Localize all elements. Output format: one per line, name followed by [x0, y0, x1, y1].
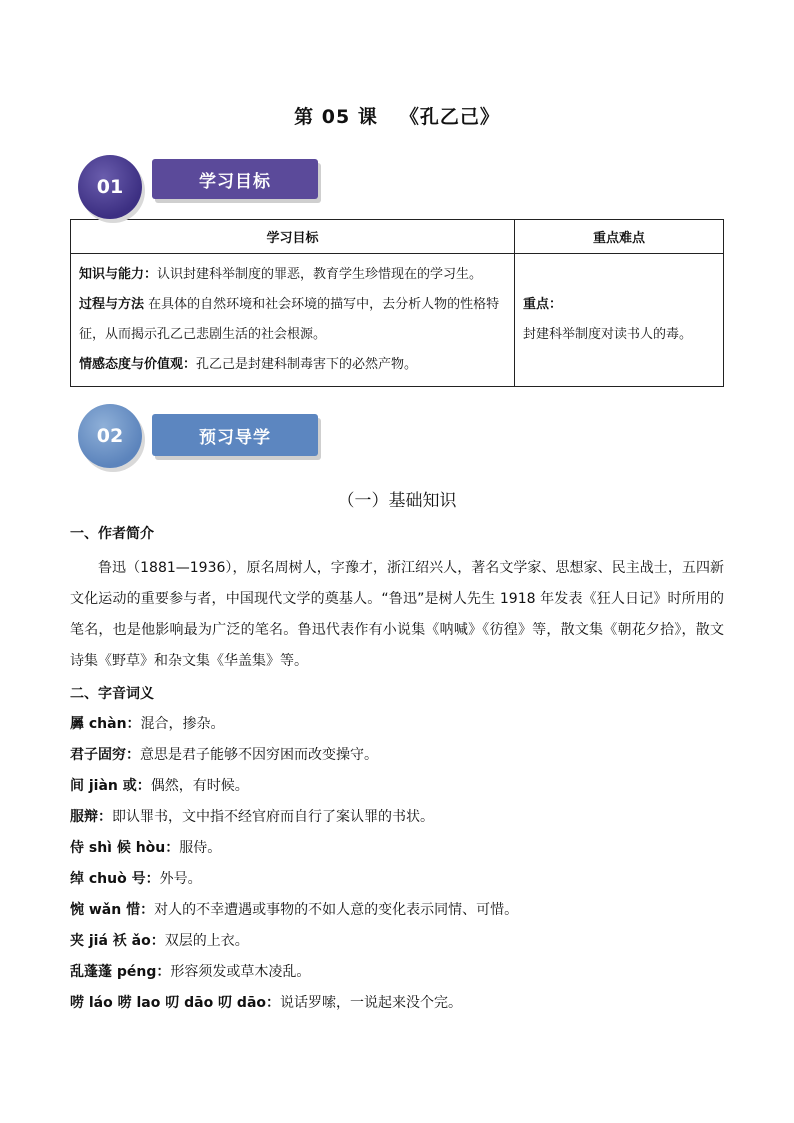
vocab-term: 乱蓬蓬 péng： [70, 964, 171, 980]
vocab-item [70, 988, 724, 1019]
vocab-meaning: 对人的不幸遭遇或事物的不如人意的变化表示同情、可惜。 [154, 902, 519, 918]
vocab-meaning: 混合，掺杂。 [140, 716, 225, 732]
vocab-term: 服辩： [70, 809, 112, 825]
vocab-term: 君子固穷： [70, 747, 140, 763]
header-objectives: 学习目标 [71, 220, 515, 254]
section-badge-goals [78, 155, 338, 225]
vocab-item [70, 957, 724, 988]
key-text: 封建科举制度对读书人的毒。 [523, 327, 693, 342]
vocab-meaning: 意思是君子能够不因穷困而改变操守。 [140, 747, 378, 763]
author-paragraph: 鲁迅（1881—1936），原名周树人，字豫才，浙江绍兴人，著名文学家、思想家、民主战士，五四新文化运动的重要参与者，中国现代文学的奠基人。“鲁迅”是树人先生 1918 年发表《狂人日记》时所用的笔名，也是他影响最为广泛的笔名。鲁迅代表作有小说集《呐喊》《彷徨》等，散文集《朝花夕拾》，散文诗集《野草》和杂文集《华盖集》等。 [70, 560, 724, 669]
vocab-term: 惋 wǎn 惜： [70, 902, 155, 918]
vocab-meaning: 说话罗嗦，一说起来没个完。 [280, 995, 463, 1011]
vocab-item [70, 740, 724, 771]
vocab-term: 羼 chàn： [70, 716, 141, 732]
sub-heading: （一）基础知识 [337, 491, 457, 511]
vocab-item [70, 833, 724, 864]
author-section-title: 一、作者简介 [70, 526, 154, 542]
objective-item: 情感态度与价值观：孔乙己是封建科制毒害下的必然产物。 [79, 357, 418, 372]
objective-item: 过程与方法 在具体的自然环境和社会环境的描写中，去分析人物的性格特征，从而揭示孔乙己悲剧生活的社会根源。 [79, 297, 500, 342]
vocab-item [70, 864, 724, 895]
content-body [70, 519, 724, 1019]
objective-item: 知识与能力：认识封建科举制度的罪恶，教育学生珍惜现在的学习生。 [79, 267, 483, 282]
goals-table-row [71, 254, 724, 387]
section-label-bar: 学习目标 [152, 159, 318, 199]
vocab-term: 唠 láo 唠 lao 叨 dāo 叨 dāo： [70, 995, 281, 1011]
vocab-term: 绰 chuò 号： [70, 871, 160, 887]
vocab-item [70, 926, 724, 957]
section-badge-preview [78, 404, 338, 474]
key-points-cell [515, 254, 724, 387]
vocab-section-title: 二、字音词义 [70, 686, 154, 702]
vocab-item [70, 802, 724, 833]
page-title [0, 102, 794, 129]
lesson-number: 第 05 课 [294, 106, 378, 128]
vocab-meaning: 即认罪书，文中指不经官府而自行了案认罪的书状。 [112, 809, 434, 825]
section-label-bar: 预习导学 [152, 414, 318, 456]
vocab-item [70, 771, 724, 802]
section-number-circle: 01 [78, 155, 142, 219]
vocab-meaning: 双层的上衣。 [164, 933, 249, 949]
vocab-meaning: 外号。 [159, 871, 202, 887]
section-number-circle: 02 [78, 404, 142, 468]
lesson-name: 《孔乙己》 [399, 106, 500, 128]
vocab-term: 夹 jiá 袄 ǎo： [70, 933, 165, 949]
key-label: 重点： [523, 297, 563, 312]
goals-table-header-row [71, 220, 724, 254]
header-key-points: 重点难点 [515, 220, 724, 254]
goals-table [70, 219, 724, 387]
objectives-cell [71, 254, 515, 387]
vocab-meaning: 形容须发或草木凌乱。 [170, 964, 311, 980]
vocab-meaning: 偶然，有时候。 [150, 778, 249, 794]
vocab-item [70, 895, 724, 926]
vocab-item [70, 709, 724, 740]
vocab-term: 侍 shì 候 hòu： [70, 840, 180, 856]
vocab-meaning: 服侍。 [179, 840, 222, 856]
vocab-term: 间 jiàn 或： [70, 778, 151, 794]
vocab-list [70, 709, 724, 1019]
